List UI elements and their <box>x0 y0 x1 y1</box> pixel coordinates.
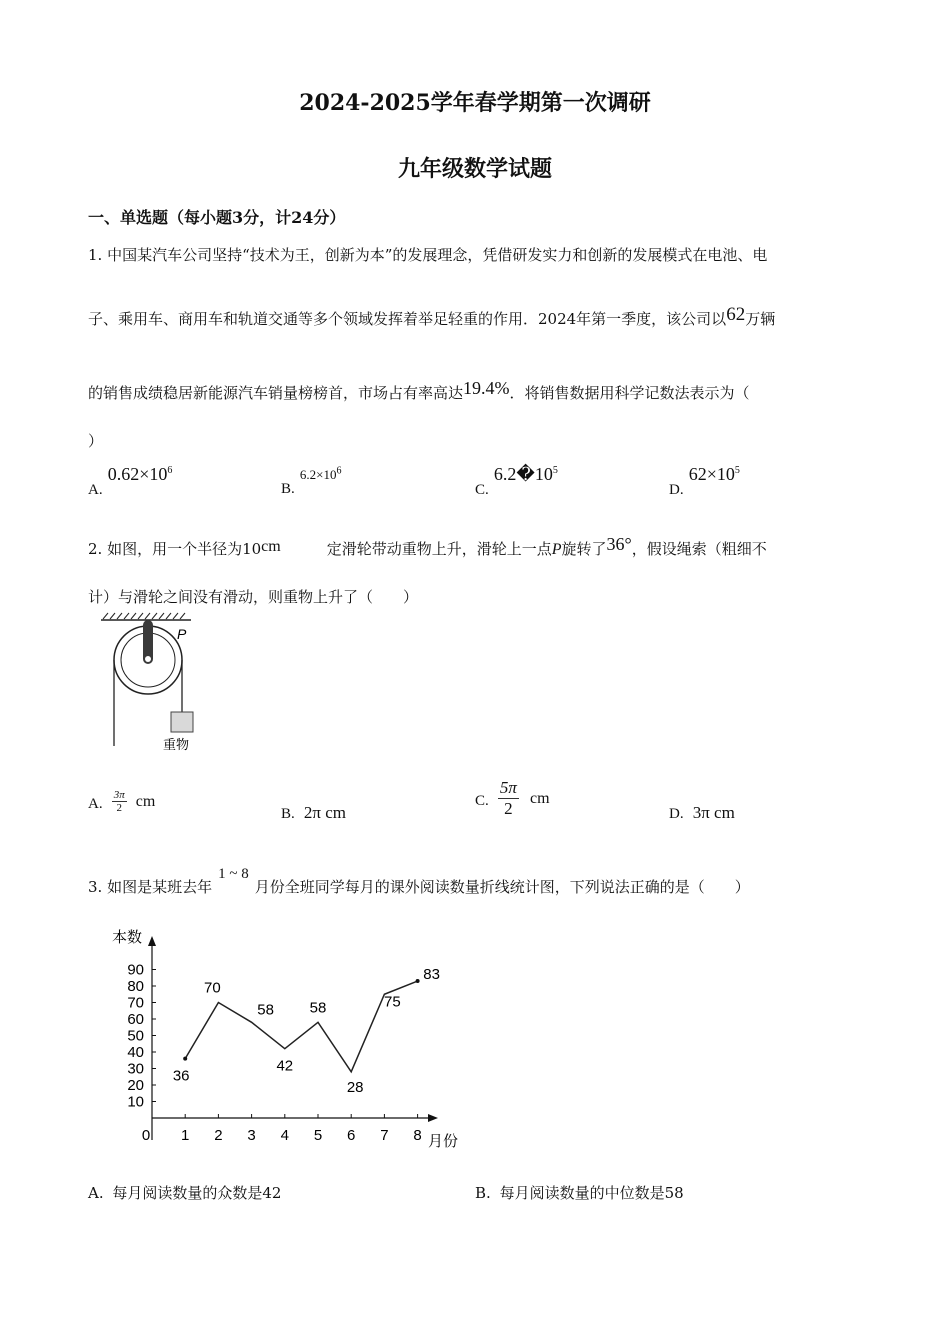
data-label: 70 <box>204 979 221 997</box>
q1-option-a-value: $0.62\times 10^6$ <box>107 464 173 484</box>
q3-option-a-letter: A. <box>88 1184 104 1202</box>
q1-option-c-value: $6.2�10^5$ <box>493 464 558 484</box>
x-axis-arrow <box>428 1114 438 1122</box>
q1-option-c[interactable] <box>475 464 558 498</box>
y-tick-label: 20 <box>127 1077 144 1094</box>
q2-point-p: P <box>551 541 562 558</box>
q2-option-c-unit: cm <box>529 790 550 807</box>
q2-option-c-fraction: $\frac{5\pi}{2}$ <box>499 778 517 818</box>
y-tick-label: 30 <box>127 1060 144 1078</box>
pulley-point-label: P <box>177 626 187 642</box>
data-point <box>183 1057 187 1061</box>
q2-line1 <box>88 534 767 559</box>
y-axis-arrow <box>148 936 156 946</box>
data-label: 36 <box>172 1067 190 1085</box>
y-tick-label: 60 <box>127 1011 144 1028</box>
data-label: 83 <box>423 966 440 984</box>
data-label: 28 <box>346 1078 364 1096</box>
data-label: 75 <box>384 993 401 1011</box>
q2-angle: 36° <box>606 534 632 554</box>
q1-option-c-letter: C. <box>475 482 489 498</box>
y-axis-label: 本数 <box>112 929 143 946</box>
q1-line3 <box>88 378 750 403</box>
y-tick-label: 90 <box>127 961 144 979</box>
q2-option-c[interactable] <box>475 778 550 819</box>
q1-line4: ） <box>88 432 104 450</box>
y-tick-label: 80 <box>127 978 144 995</box>
q1-option-a-letter: A. <box>88 482 103 498</box>
q2-option-d[interactable] <box>669 803 735 823</box>
pulley-figure <box>95 612 225 754</box>
q2-option-c-letter: C. <box>475 793 489 809</box>
y-tick-label: 10 <box>127 1093 144 1111</box>
q2-option-a[interactable] <box>88 789 155 814</box>
q2-option-a-fraction: $\frac{3\pi}{2}$ <box>113 789 125 814</box>
q1-option-d[interactable] <box>669 464 740 498</box>
y-tick-label: 40 <box>127 1044 144 1061</box>
q1-option-d-letter: D. <box>669 482 684 498</box>
q3-option-a-text: 每月阅读数量的众数是42 <box>112 1184 282 1202</box>
exam-title: 2024-2025学年春学期第一次调研 <box>299 90 651 116</box>
q1-line2 <box>88 304 776 330</box>
data-label: 58 <box>309 999 327 1017</box>
weight-label: 重物 <box>163 737 190 752</box>
q1-line1: 1. 中国某汽车公司坚持“技术为王，创新为本”的发展理念，凭借研发实力和创新的发展模式在电池、电 <box>88 246 768 264</box>
y-tick-label: 50 <box>127 1027 144 1045</box>
x-axis-label: 月份 <box>428 1133 459 1150</box>
q2-option-d-value: 3π cm <box>692 803 735 822</box>
q2-line1-tail: ，假设绳索（粗细不 <box>631 540 767 558</box>
x-tick-label: 7 <box>380 1127 389 1144</box>
q3-option-b-letter: B. <box>475 1184 491 1202</box>
q3-line1-text: 3. 如图是某班去年 <box>88 878 213 896</box>
data-point <box>416 979 420 983</box>
q3-option-a[interactable] <box>88 1182 281 1203</box>
x-tick-label: 1 <box>181 1127 190 1144</box>
q2-option-d-letter: D. <box>669 806 684 822</box>
q3-option-b[interactable] <box>475 1182 684 1203</box>
q2-unit: cm <box>261 538 281 555</box>
ceiling <box>101 613 191 620</box>
q2-option-b-value: 2π cm <box>303 803 346 822</box>
data-label: 42 <box>276 1057 294 1075</box>
q2-option-b-letter: B. <box>281 806 295 822</box>
x-tick-label: 2 <box>214 1127 223 1144</box>
q1-line2-unit: 万辆 <box>745 310 776 328</box>
q3-line1-tail: 月份全班同学每月的课外阅读数量折线统计图，下列说法正确的是（ ） <box>254 878 750 896</box>
x-tick-label: 3 <box>247 1127 256 1144</box>
q2-line1-text: 2. 如图，用一个半径为10 <box>88 540 262 558</box>
q1-line3-text: 的销售成绩稳居新能源汽车销量榜榜首，市场占有率高达 <box>88 384 464 402</box>
q1-option-d-value: $62\times 10^5$ <box>688 464 740 484</box>
exam-subtitle: 九年级数学试题 <box>397 156 552 182</box>
q2-option-b[interactable] <box>281 803 346 823</box>
q1-option-b-value: $6.2\times 10^6$ <box>299 465 342 482</box>
data-label: 58 <box>257 1001 274 1019</box>
pulley-axle <box>145 656 151 662</box>
q1-line3-tail: ．将销售数据用科学记数法表示为（ <box>509 384 750 402</box>
x-tick-label: 4 <box>280 1127 289 1144</box>
q1-sales-number: 62 <box>726 304 746 325</box>
q3-option-b-text: 每月阅读数量的中位数是58 <box>499 1184 684 1202</box>
reading-line-chart <box>100 922 470 1154</box>
q3-month-range: 1 ~ 8 <box>218 866 249 882</box>
y-tick-label: 70 <box>127 994 144 1012</box>
q1-option-a[interactable] <box>88 464 173 498</box>
weight-block <box>171 712 193 732</box>
section-heading: 一、单选题（每小题3分，计24分） <box>88 208 346 227</box>
q2-option-a-unit: cm <box>135 793 156 810</box>
x-tick-label: 0 <box>141 1127 151 1144</box>
x-tick-label: 6 <box>347 1127 356 1144</box>
q1-option-b-letter: B. <box>281 481 295 497</box>
q1-line2-text: 子、乘用车、商用车和轨道交通等多个领域发挥着举足轻重的作用．2024年第一季度，该公司以 <box>88 310 727 328</box>
q2-line1-mid: 定滑轮带动重物上升，滑轮上一点 <box>326 540 552 558</box>
x-tick-label: 5 <box>313 1127 323 1144</box>
q2-line1-rot: 旋转了 <box>561 540 607 558</box>
q3-line1 <box>88 866 750 897</box>
x-tick-label: 8 <box>413 1127 422 1144</box>
q1-option-b[interactable] <box>281 464 342 497</box>
q2-option-a-letter: A. <box>88 796 103 812</box>
q2-line2: 计）与滑轮之间没有滑动，则重物上升了（ ） <box>88 588 419 606</box>
q1-market-share: 19.4% <box>463 378 510 398</box>
